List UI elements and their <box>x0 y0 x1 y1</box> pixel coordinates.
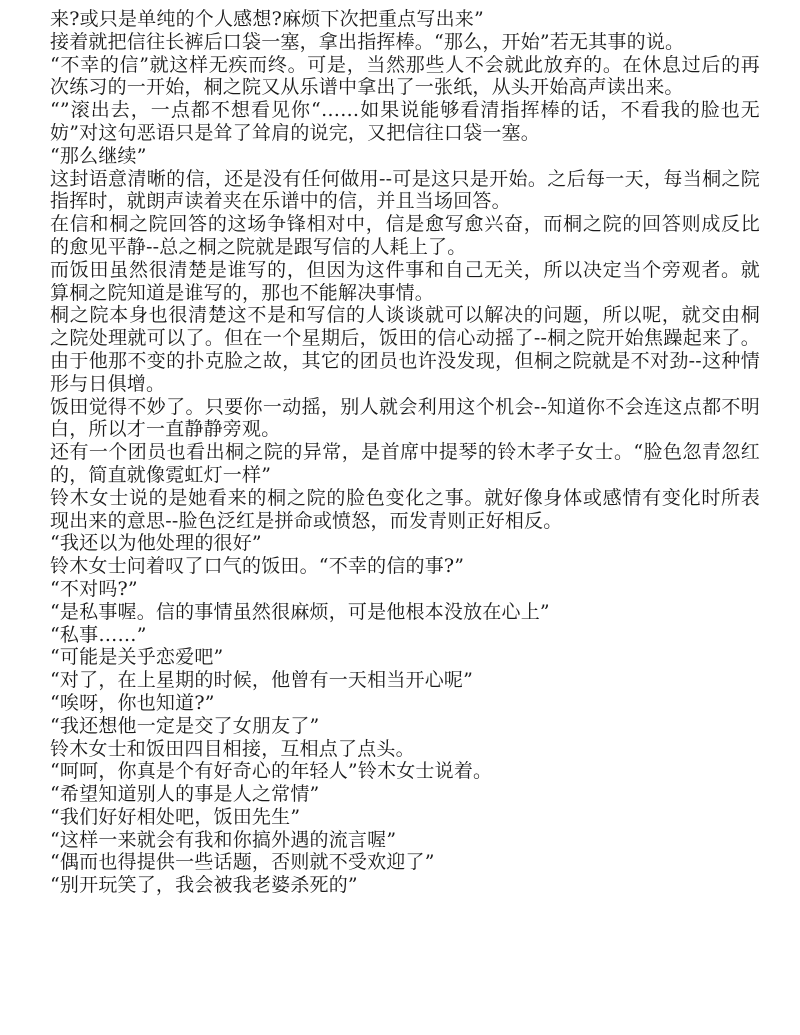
paragraph: “不幸的信”就这样无疾而终。可是，当然那些人不会就此放弃的。在休息过后的再次练习的一开始，桐之院又从乐谱中拿出了一张纸，从头开始高声读出来。 <box>50 53 760 99</box>
paragraph: 这封语意清晰的信，还是没有任何做用--可是这只是开始。之后每一天，每当桐之院指挥时，就朗声读着夹在乐谱中的信，并且当场回答。 <box>50 167 760 213</box>
paragraph: “希望知道别人的事是人之常情” <box>50 783 320 806</box>
paragraph: “我们好好相处吧，饭田先生” <box>50 805 301 828</box>
paragraph: 而饭田虽然很清楚是谁写的，但因为这件事和自己无关，所以决定当个旁观者。就算桐之院知道是谁写的，那也不能解决事情。 <box>50 258 760 304</box>
paragraph: “那么继续” <box>50 144 147 167</box>
paragraph: 铃木女士和饭田四目相接，互相点了点头。 <box>50 737 415 760</box>
paragraph: “我还想他一定是交了女朋友了” <box>50 714 320 737</box>
paragraph: “这样一来就会有我和你搞外遇的流言喔” <box>50 828 397 851</box>
paragraph: “不对吗?” <box>50 577 138 600</box>
paragraph: 接着就把信往长裤后口袋一塞，拿出指挥棒。“那么，开始”若无其事的说。 <box>50 30 685 53</box>
paragraph: 铃木女士问着叹了口气的饭田。“不幸的信的事?” <box>50 555 465 578</box>
paragraph: 来?或只是单纯的个人感想?麻烦下次把重点写出来” <box>50 8 484 30</box>
paragraph: 还有一个团员也看出桐之院的异常，是首席中提琴的铃木孝子女士。“脸色忽青忽红的，简直就像霓虹灯一样” <box>50 441 760 486</box>
paragraph: “我还以为他处理的很好” <box>50 532 262 555</box>
paragraph: “呵呵，你真是个有好奇心的年轻人”铃木女士说着。 <box>50 760 493 783</box>
paragraph: “偶而也得提供一些话题，否则就不受欢迎了” <box>50 851 435 874</box>
paragraph: 在信和桐之院回答的这场争锋相对中，信是愈写愈兴奋，而桐之院的回答则成反比的愈见平静--总之桐之院就是跟写信的人耗上了。 <box>50 213 760 258</box>
paragraph: “”滚出去，一点都不想看见你“……如果说能够看清指挥棒的话，不看我的脸也无妨”对这句恶语只是耸了耸肩的说完，又把信往口袋一塞。 <box>50 99 760 144</box>
document-page <box>50 8 760 897</box>
paragraph: “是私事喔。信的事情虽然很麻烦，可是他根本没放在心上” <box>50 600 550 623</box>
paragraph: “对了，在上星期的时候，他曾有一天相当开心呢” <box>50 669 474 692</box>
paragraph: 铃木女士说的是她看来的桐之院的脸色变化之事。就好像身体或感情有变化时所表现出来的意思--脸色泛红是拼命或愤怒，而发青则正好相反。 <box>50 486 760 532</box>
paragraph: “私事……” <box>50 623 147 646</box>
paragraph: 桐之院本身也很清楚这不是和写信的人谈谈就可以解决的问题，所以呢，就交由桐之院处理就可以了。但在一个星期后，饭田的信心动摇了--桐之院开始焦躁起来了。由于他那不变的扑克脸之故，其它的团员也许没发现，但桐之院就是不对劲--这种情形与日俱增。 <box>50 304 760 395</box>
paragraph: “别开玩笑了，我会被我老婆杀死的” <box>50 874 358 897</box>
paragraph: 饭田觉得不妙了。只要你一动摇，别人就会利用这个机会--知道你不会连这点都不明白，所以才一直静静旁观。 <box>50 395 760 441</box>
paragraph: “可能是关乎恋爱吧” <box>50 646 224 669</box>
paragraph: “唉呀，你也知道?” <box>50 691 215 714</box>
